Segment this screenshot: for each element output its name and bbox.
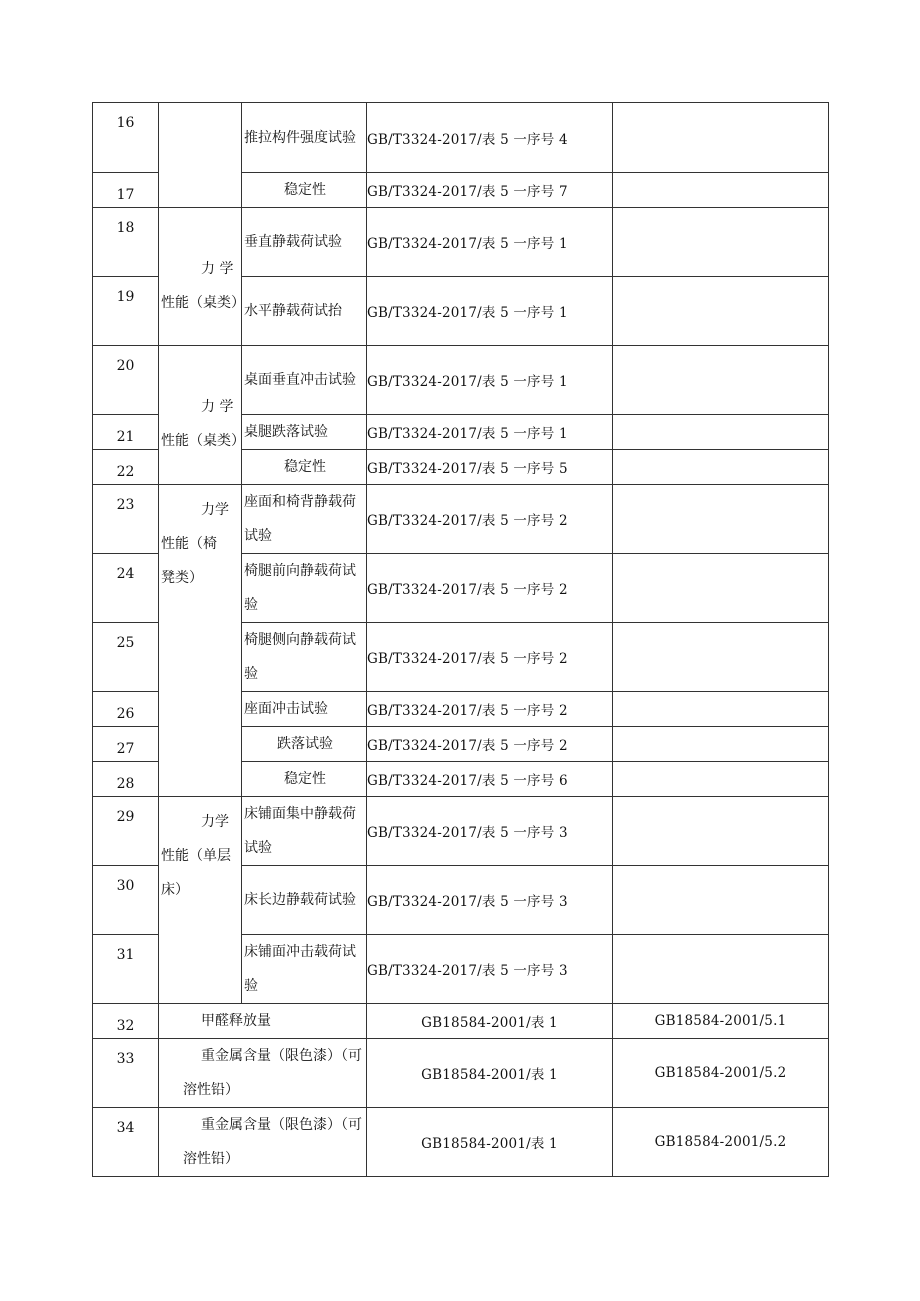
standard-clause: GB/T3324-2017/表 5 一序号 2 [367,727,613,762]
test-item: 水平静载荷试抬 [242,277,367,346]
test-item: 跌落试验 [242,727,367,762]
standard-clause: GB18584-2001/表 1 [367,1004,613,1039]
method-cell [613,346,829,415]
row-number: 17 [93,173,159,208]
test-item: 座面和椅背静载荷试验 [242,485,367,554]
standard-clause: GB/T3324-2017/表 5 一序号 3 [367,935,613,1004]
method-cell: GB18584-2001/5.1 [613,1004,829,1039]
row-number: 18 [93,208,159,277]
row-number: 22 [93,450,159,485]
method-cell: GB18584-2001/5.2 [613,1039,829,1108]
standard-clause: GB18584-2001/表 1 [367,1108,613,1177]
table-row [93,208,829,277]
method-cell [613,277,829,346]
row-number: 21 [93,415,159,450]
standard-clause: GB/T3324-2017/表 5 一序号 1 [367,415,613,450]
row-number: 23 [93,485,159,554]
method-cell [613,208,829,277]
standard-clause: GB/T3324-2017/表 5 一序号 5 [367,450,613,485]
standard-clause: GB/T3324-2017/表 5 一序号 1 [367,346,613,415]
row-number: 19 [93,277,159,346]
method-cell [613,692,829,727]
standard-clause: GB/T3324-2017/表 5 一序号 2 [367,485,613,554]
standard-clause: GB/T3324-2017/表 5 一序号 3 [367,797,613,866]
row-number: 32 [93,1004,159,1039]
row-number: 28 [93,762,159,797]
test-item: 重金属含量（限色漆）（可溶性铅） [159,1039,367,1108]
table-row [93,797,829,866]
table-row [93,1039,829,1108]
method-cell [613,623,829,692]
standard-clause: GB/T3324-2017/表 5 一序号 2 [367,623,613,692]
test-item: 椅腿侧向静载荷试验 [242,623,367,692]
standard-clause: GB18584-2001/表 1 [367,1039,613,1108]
test-item: 稳定性 [242,450,367,485]
test-item: 座面冲击试验 [242,692,367,727]
standard-clause: GB/T3324-2017/表 5 一序号 2 [367,554,613,623]
row-number: 26 [93,692,159,727]
test-item: 稳定性 [242,173,367,208]
method-cell [613,485,829,554]
test-item: 桌腿跌落试验 [242,415,367,450]
method-cell [613,450,829,485]
test-item: 床长边静载荷试验 [242,866,367,935]
method-cell [613,935,829,1004]
method-cell [613,103,829,173]
test-standards-table [92,102,829,1177]
row-number: 33 [93,1039,159,1108]
test-item: 椅腿前向静载荷试验 [242,554,367,623]
test-item: 垂直静载荷试验 [242,208,367,277]
row-number: 29 [93,797,159,866]
row-number: 30 [93,866,159,935]
row-number: 25 [93,623,159,692]
row-number: 34 [93,1108,159,1177]
test-item: 桌面垂直冲击试验 [242,346,367,415]
table-row [93,103,829,173]
test-item: 重金属含量（限色漆）（可溶性铅） [159,1108,367,1177]
table-row [93,485,829,554]
standard-clause: GB/T3324-2017/表 5 一序号 1 [367,277,613,346]
test-item: 床铺面集中静载荷试验 [242,797,367,866]
category-cell-empty [159,103,242,208]
row-number: 24 [93,554,159,623]
table-row [93,346,829,415]
standard-clause: GB/T3324-2017/表 5 一序号 1 [367,208,613,277]
method-cell: GB18584-2001/5.2 [613,1108,829,1177]
standard-clause: GB/T3324-2017/表 5 一序号 6 [367,762,613,797]
test-item: 推拉构件强度试验 [242,103,367,173]
method-cell [613,554,829,623]
method-cell [613,866,829,935]
method-cell [613,415,829,450]
standard-clause: GB/T3324-2017/表 5 一序号 3 [367,866,613,935]
standard-clause: GB/T3324-2017/表 5 一序号 7 [367,173,613,208]
table-row [93,1004,829,1039]
test-item: 床铺面冲击载荷试验 [242,935,367,1004]
row-number: 20 [93,346,159,415]
category-mechanical-table: 力 学 性能（桌类） [159,208,242,346]
method-cell [613,727,829,762]
method-cell [613,762,829,797]
category-mechanical-table: 力 学 性能（桌类） [159,346,242,485]
row-number: 16 [93,103,159,173]
category-mechanical-chair: 力学 性能（椅 凳类） [159,485,242,797]
table-row [93,1108,829,1177]
standard-clause: GB/T3324-2017/表 5 一序号 2 [367,692,613,727]
row-number: 31 [93,935,159,1004]
test-item: 稳定性 [242,762,367,797]
standard-clause: GB/T3324-2017/表 5 一序号 4 [367,103,613,173]
category-mechanical-bed: 力学 性能（单层 床） [159,797,242,1004]
method-cell [613,173,829,208]
test-item: 甲醛释放量 [159,1004,367,1039]
method-cell [613,797,829,866]
row-number: 27 [93,727,159,762]
